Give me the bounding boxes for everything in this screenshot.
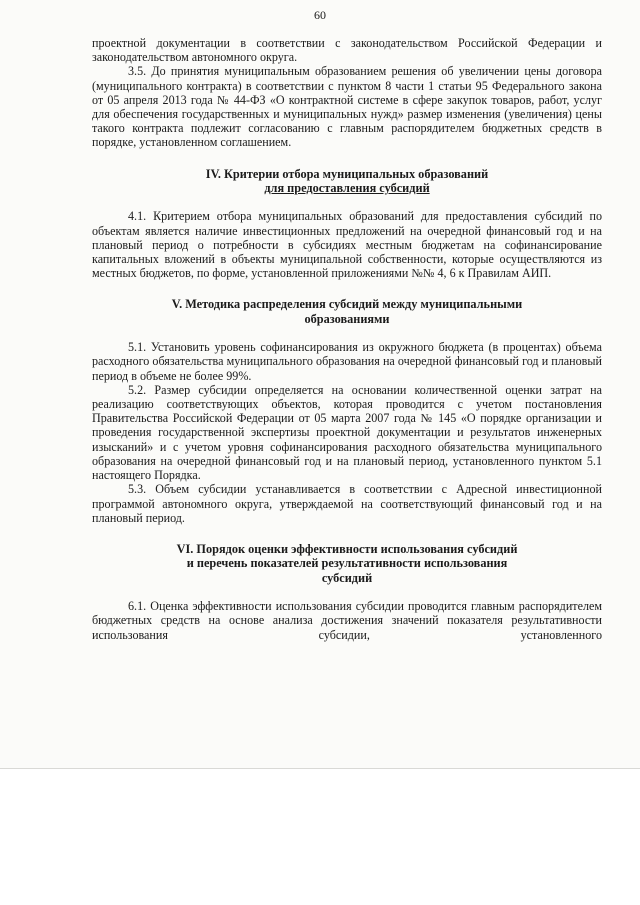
section-5-title-line-1: V. Методика распределения субсидий между муниципальными: [171, 297, 523, 312]
section-6-title-line-1: VI. Порядок оценки эффективности использования субсидий: [176, 541, 518, 556]
paragraph-5-3: 5.3. Объем субсидии устанавливается в соответствии с Адресной инвестиционной программой автономного округа, утверждаемой на соответствующий финансовый год и на плановый период.: [92, 482, 602, 525]
paragraph-4-1: 4.1. Критерием отбора муниципальных образований для предоставления субсидий по объектам является наличие инвестиционных предложений на очередной финансовый год и на плановый период о потребности в субсидиях местным бюджетам на софинансирование капитальных вложений в объекты муниципальной собственности, которые осуществляются из местных бюджетов, по форме, установленной приложениями №№ 4, 6 к Правилам АИП.: [92, 209, 602, 281]
page-number: 60: [314, 8, 326, 22]
section-5-heading: [92, 297, 602, 326]
paragraph-5-1: 5.1. Установить уровень софинансирования из окружного бюджета (в процентах) объема расходного обязательства муниципального образования на очередной финансовый год и плановый период в объеме не более 99%.: [92, 340, 602, 383]
section-5-title-line-2: образованиями: [304, 311, 390, 326]
section-4-title-line-2: для предоставления субсидий: [264, 181, 430, 196]
document-body: [92, 36, 602, 642]
paragraph-3-5: 3.5. До принятия муниципальным образованием решения об увеличении цены договора (муниципального контракта) в соответствии с пунктом 8 части 1 статьи 95 Федерального закона от 05 апреля 2013 года № 44-ФЗ «О контрактной системе в сфере закупок товаров, работ, услуг для обеспечения государственных и муниципальных нужд» размер изменения (увеличения) цены такого контракта подлежит согласованию с главным распорядителем бюджетных средств в порядке, установленном соглашением.: [92, 64, 602, 150]
section-6-title-line-3: субсидий: [321, 570, 373, 585]
section-4-title-line-1: IV. Критерии отбора муниципальных образований: [205, 166, 489, 181]
paragraph-5-2: 5.2. Размер субсидии определяется на основании количественной оценки затрат на реализацию соответствующих объектов, которая проводится с учетом постановления Правительства Российской Федерации от 05 марта 2007 года № 145 «О порядке организации и проведения государственной экспертизы проектной документации и результатов инженерных изысканий» и с учетом уровня софинансирования расходного обязательства муниципального образования на очередной финансовый год и на плановый период, установленного пунктом 5.1 настоящего Порядка.: [92, 382, 602, 483]
section-6-heading: [92, 542, 602, 585]
section-6-title-line-2: и перечень показателей результативности использования: [186, 556, 508, 571]
section-4-heading: [92, 167, 602, 196]
paragraph-continuation: проектной документации в соответствии с законодательством Российской Федерации и законодательством автономного округа.: [92, 36, 602, 65]
paragraph-6-1: 6.1. Оценка эффективности использования субсидии проводится главным распорядителем бюджетных средств на основе анализа достижения значений показателя результативности использования субсидии, установленного: [92, 599, 602, 642]
